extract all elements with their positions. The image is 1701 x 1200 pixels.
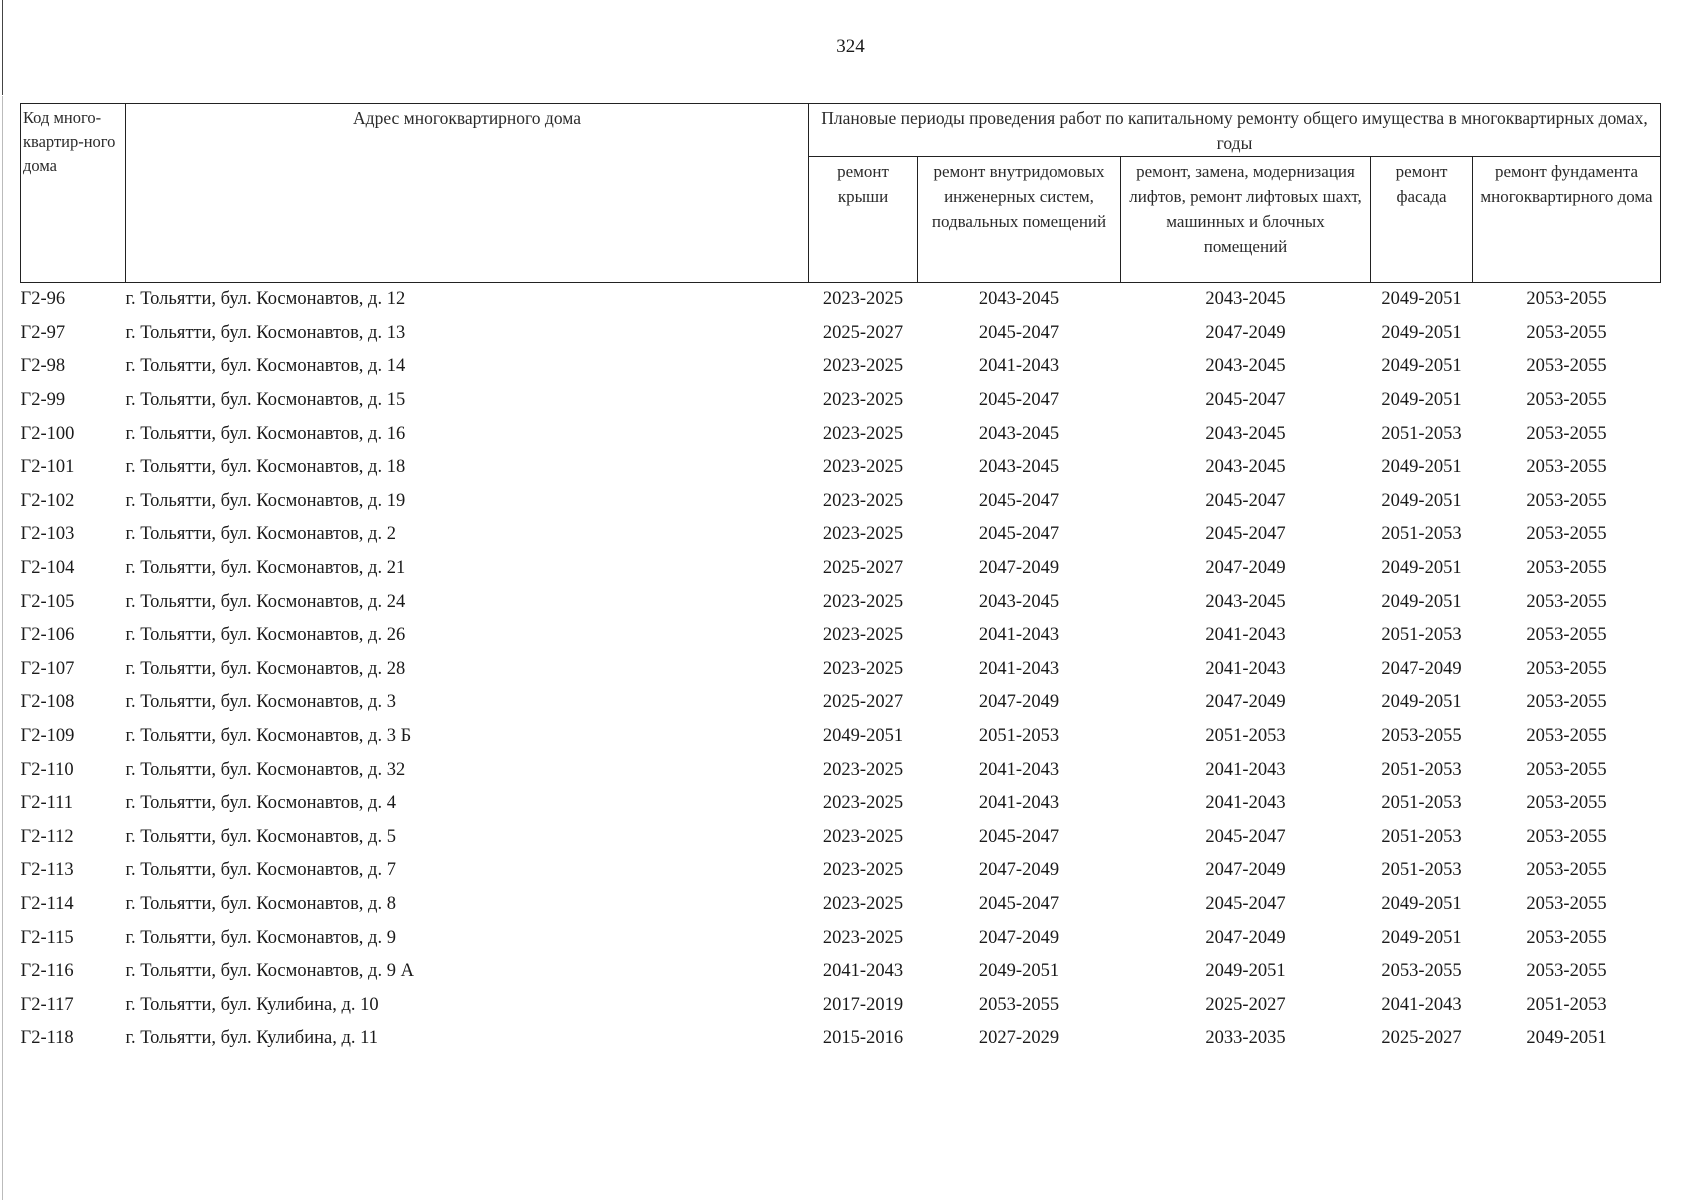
cell-elevators-period: 2045-2047 <box>1205 826 1286 847</box>
table-row <box>21 753 1661 787</box>
cell-address: г. Тольятти, бул. Космонавтов, д. 32 <box>125 759 406 780</box>
scan-edge-line <box>2 96 3 1200</box>
cell-facade-period: 2049-2051 <box>1381 390 1462 411</box>
cell-roof-period: 2023-2025 <box>822 927 904 948</box>
cell-roof-period: 2023-2025 <box>822 289 904 310</box>
cell-address: г. Тольятти, бул. Кулибина, д. 11 <box>125 1028 378 1049</box>
cell-elevators-period: 2045-2047 <box>1205 490 1286 511</box>
cell-elevators-period: 2051-2053 <box>1205 726 1286 747</box>
cell-engineering-period: 2049-2051 <box>978 961 1060 982</box>
cell-facade-period: 2049-2051 <box>1381 558 1462 579</box>
cell-address: г. Тольятти, бул. Космонавтов, д. 28 <box>125 658 406 679</box>
cell-roof-period: 2015-2016 <box>822 1028 904 1049</box>
cell-code: Г2-108 <box>20 692 75 713</box>
cell-foundation-period: 2053-2055 <box>1526 289 1607 310</box>
table-header <box>21 104 1661 283</box>
cell-elevators-period: 2043-2045 <box>1205 591 1286 612</box>
header-code: Код много-квартир-ного дома <box>21 104 126 283</box>
cell-engineering-period: 2047-2049 <box>978 927 1060 948</box>
cell-roof-period: 2025-2027 <box>822 558 904 579</box>
cell-elevators-period: 2049-2051 <box>1205 961 1286 982</box>
cell-address: г. Тольятти, бул. Космонавтов, д. 4 <box>125 793 396 814</box>
cell-address: г. Тольятти, бул. Кулибина, д. 10 <box>125 994 379 1015</box>
cell-facade-period: 2047-2049 <box>1381 658 1462 679</box>
header-roof: ремонт крыши <box>809 157 918 283</box>
cell-engineering-period: 2045-2047 <box>978 322 1060 343</box>
cell-foundation-period: 2053-2055 <box>1526 759 1607 780</box>
table-row <box>21 787 1661 821</box>
cell-foundation-period: 2053-2055 <box>1526 692 1607 713</box>
cell-foundation-period: 2053-2055 <box>1526 961 1607 982</box>
cell-code: Г2-96 <box>20 289 66 310</box>
cell-engineering-period: 2051-2053 <box>978 726 1060 747</box>
cell-foundation-period: 2053-2055 <box>1526 591 1607 612</box>
cell-engineering-period: 2027-2029 <box>978 1028 1060 1049</box>
cell-roof-period: 2025-2027 <box>822 692 904 713</box>
cell-elevators-period: 2041-2043 <box>1205 793 1286 814</box>
cell-address: г. Тольятти, бул. Космонавтов, д. 16 <box>125 423 406 444</box>
cell-engineering-period: 2045-2047 <box>978 826 1060 847</box>
cell-code: Г2-101 <box>20 457 75 478</box>
cell-facade-period: 2053-2055 <box>1381 961 1462 982</box>
cell-code: Г2-102 <box>20 490 75 511</box>
cell-code: Г2-113 <box>20 860 74 881</box>
table-row <box>21 283 1661 317</box>
cell-facade-period: 2049-2051 <box>1381 893 1462 914</box>
cell-code: Г2-105 <box>20 591 75 612</box>
table-row <box>21 518 1661 552</box>
cell-address: г. Тольятти, бул. Космонавтов, д. 19 <box>125 490 406 511</box>
cell-engineering-period: 2045-2047 <box>978 893 1060 914</box>
cell-address: г. Тольятти, бул. Космонавтов, д. 21 <box>125 558 406 579</box>
table-row <box>21 317 1661 351</box>
table-row <box>21 653 1661 687</box>
cell-foundation-period: 2049-2051 <box>1526 1028 1607 1049</box>
table-row <box>21 350 1661 384</box>
cell-code: Г2-107 <box>20 658 75 679</box>
header-foundation: ремонт фундамента многоквартирного дома <box>1473 157 1661 283</box>
cell-foundation-period: 2053-2055 <box>1526 390 1607 411</box>
cell-address: г. Тольятти, бул. Космонавтов, д. 9 А <box>125 961 414 982</box>
cell-engineering-period: 2047-2049 <box>978 860 1060 881</box>
cell-code: Г2-114 <box>20 893 74 914</box>
cell-address: г. Тольятти, бул. Космонавтов, д. 24 <box>125 591 406 612</box>
cell-roof-period: 2023-2025 <box>822 591 904 612</box>
cell-engineering-period: 2041-2043 <box>978 759 1060 780</box>
table-row <box>21 485 1661 519</box>
cell-code: Г2-116 <box>20 961 74 982</box>
cell-roof-period: 2023-2025 <box>822 490 904 511</box>
cell-address: г. Тольятти, бул. Космонавтов, д. 12 <box>125 289 406 310</box>
cell-roof-period: 2023-2025 <box>822 658 904 679</box>
cell-code: Г2-111 <box>20 793 73 814</box>
cell-code: Г2-109 <box>20 726 75 747</box>
cell-facade-period: 2051-2053 <box>1381 860 1462 881</box>
table-row <box>21 619 1661 653</box>
cell-roof-period: 2049-2051 <box>822 726 904 747</box>
header-address: Адрес многоквартирного дома <box>126 104 809 283</box>
cell-code: Г2-100 <box>20 423 75 444</box>
capital-repair-schedule-table <box>20 103 1661 1056</box>
cell-engineering-period: 2047-2049 <box>978 692 1060 713</box>
cell-roof-period: 2023-2025 <box>822 524 904 545</box>
cell-facade-period: 2049-2051 <box>1381 490 1462 511</box>
cell-foundation-period: 2051-2053 <box>1526 994 1607 1015</box>
cell-roof-period: 2023-2025 <box>822 457 904 478</box>
cell-foundation-period: 2053-2055 <box>1526 423 1607 444</box>
cell-roof-period: 2023-2025 <box>822 893 904 914</box>
cell-address: г. Тольятти, бул. Космонавтов, д. 7 <box>125 860 396 881</box>
table-row <box>21 585 1661 619</box>
cell-facade-period: 2051-2053 <box>1381 423 1462 444</box>
cell-address: г. Тольятти, бул. Космонавтов, д. 9 <box>125 927 396 948</box>
cell-code: Г2-99 <box>20 390 66 411</box>
table-row <box>21 854 1661 888</box>
header-facade: ремонт фасада <box>1371 157 1473 283</box>
cell-roof-period: 2023-2025 <box>822 625 904 646</box>
cell-code: Г2-115 <box>20 927 74 948</box>
table-row <box>21 720 1661 754</box>
table-body <box>21 283 1661 1056</box>
cell-engineering-period: 2045-2047 <box>978 390 1060 411</box>
cell-elevators-period: 2041-2043 <box>1205 658 1286 679</box>
cell-address: г. Тольятти, бул. Космонавтов, д. 3 Б <box>125 726 412 747</box>
cell-address: г. Тольятти, бул. Космонавтов, д. 26 <box>125 625 406 646</box>
table-row <box>21 821 1661 855</box>
cell-code: Г2-103 <box>20 524 75 545</box>
cell-roof-period: 2025-2027 <box>822 322 904 343</box>
cell-foundation-period: 2053-2055 <box>1526 793 1607 814</box>
cell-foundation-period: 2053-2055 <box>1526 322 1607 343</box>
cell-elevators-period: 2047-2049 <box>1205 322 1286 343</box>
cell-elevators-period: 2047-2049 <box>1205 692 1286 713</box>
cell-code: Г2-106 <box>20 625 75 646</box>
cell-engineering-period: 2043-2045 <box>978 591 1060 612</box>
cell-foundation-period: 2053-2055 <box>1526 558 1607 579</box>
cell-roof-period: 2017-2019 <box>822 994 904 1015</box>
cell-roof-period: 2041-2043 <box>822 961 904 982</box>
cell-code: Г2-117 <box>20 994 74 1015</box>
cell-address: г. Тольятти, бул. Космонавтов, д. 15 <box>125 390 406 411</box>
table-row <box>21 686 1661 720</box>
cell-engineering-period: 2043-2045 <box>978 423 1060 444</box>
cell-facade-period: 2049-2051 <box>1381 289 1462 310</box>
table-row <box>21 921 1661 955</box>
cell-elevators-period: 2047-2049 <box>1205 927 1286 948</box>
cell-elevators-period: 2025-2027 <box>1205 994 1286 1015</box>
cell-engineering-period: 2043-2045 <box>978 457 1060 478</box>
cell-elevators-period: 2033-2035 <box>1205 1028 1286 1049</box>
table-row <box>21 417 1661 451</box>
cell-roof-period: 2023-2025 <box>822 793 904 814</box>
cell-elevators-period: 2045-2047 <box>1205 390 1286 411</box>
cell-address: г. Тольятти, бул. Космонавтов, д. 8 <box>125 893 396 914</box>
cell-elevators-period: 2047-2049 <box>1205 558 1286 579</box>
cell-address: г. Тольятти, бул. Космонавтов, д. 18 <box>125 457 406 478</box>
cell-facade-period: 2049-2051 <box>1381 692 1462 713</box>
cell-foundation-period: 2053-2055 <box>1526 457 1607 478</box>
cell-foundation-period: 2053-2055 <box>1526 893 1607 914</box>
cell-foundation-period: 2053-2055 <box>1526 524 1607 545</box>
header-periods-group: Плановые периоды проведения работ по капитальному ремонту общего имущества в многоквартирных домах, годы <box>809 104 1661 157</box>
cell-facade-period: 2041-2043 <box>1381 994 1462 1015</box>
cell-facade-period: 2051-2053 <box>1381 793 1462 814</box>
cell-elevators-period: 2041-2043 <box>1205 625 1286 646</box>
cell-address: г. Тольятти, бул. Космонавтов, д. 14 <box>125 356 406 377</box>
cell-facade-period: 2051-2053 <box>1381 759 1462 780</box>
cell-foundation-period: 2053-2055 <box>1526 726 1607 747</box>
cell-foundation-period: 2053-2055 <box>1526 490 1607 511</box>
cell-engineering-period: 2043-2045 <box>978 289 1060 310</box>
cell-roof-period: 2023-2025 <box>822 860 904 881</box>
cell-foundation-period: 2053-2055 <box>1526 625 1607 646</box>
cell-engineering-period: 2047-2049 <box>978 558 1060 579</box>
cell-roof-period: 2023-2025 <box>822 390 904 411</box>
cell-code: Г2-112 <box>20 826 74 847</box>
cell-facade-period: 2049-2051 <box>1381 591 1462 612</box>
cell-code: Г2-98 <box>20 356 66 377</box>
cell-facade-period: 2049-2051 <box>1381 457 1462 478</box>
table-row <box>21 1022 1661 1056</box>
cell-engineering-period: 2041-2043 <box>978 356 1060 377</box>
cell-elevators-period: 2045-2047 <box>1205 524 1286 545</box>
cell-roof-period: 2023-2025 <box>822 356 904 377</box>
cell-code: Г2-97 <box>20 322 66 343</box>
cell-engineering-period: 2041-2043 <box>978 658 1060 679</box>
cell-elevators-period: 2043-2045 <box>1205 423 1286 444</box>
table-row <box>21 955 1661 989</box>
cell-foundation-period: 2053-2055 <box>1526 356 1607 377</box>
cell-roof-period: 2023-2025 <box>822 759 904 780</box>
cell-facade-period: 2049-2051 <box>1381 322 1462 343</box>
cell-elevators-period: 2043-2045 <box>1205 356 1286 377</box>
cell-facade-period: 2053-2055 <box>1381 726 1462 747</box>
header-engineering: ремонт внутридомовых инженерных систем, подвальных помещений <box>918 157 1121 283</box>
cell-facade-period: 2051-2053 <box>1381 625 1462 646</box>
cell-facade-period: 2049-2051 <box>1381 927 1462 948</box>
cell-facade-period: 2051-2053 <box>1381 826 1462 847</box>
cell-elevators-period: 2047-2049 <box>1205 860 1286 881</box>
cell-code: Г2-118 <box>20 1028 74 1049</box>
cell-engineering-period: 2053-2055 <box>978 994 1060 1015</box>
cell-address: г. Тольятти, бул. Космонавтов, д. 3 <box>125 692 396 713</box>
cell-address: г. Тольятти, бул. Космонавтов, д. 5 <box>125 826 396 847</box>
cell-foundation-period: 2053-2055 <box>1526 658 1607 679</box>
cell-code: Г2-104 <box>20 558 75 579</box>
cell-elevators-period: 2043-2045 <box>1205 457 1286 478</box>
cell-code: Г2-110 <box>20 759 74 780</box>
cell-facade-period: 2025-2027 <box>1381 1028 1462 1049</box>
cell-foundation-period: 2053-2055 <box>1526 860 1607 881</box>
page-number: 324 <box>836 36 865 57</box>
cell-foundation-period: 2053-2055 <box>1526 927 1607 948</box>
cell-address: г. Тольятти, бул. Космонавтов, д. 13 <box>125 322 406 343</box>
cell-address: г. Тольятти, бул. Космонавтов, д. 2 <box>125 524 396 545</box>
cell-foundation-period: 2053-2055 <box>1526 826 1607 847</box>
table-row <box>21 384 1661 418</box>
cell-roof-period: 2023-2025 <box>822 826 904 847</box>
table-row <box>21 988 1661 1022</box>
cell-facade-period: 2049-2051 <box>1381 356 1462 377</box>
cell-engineering-period: 2045-2047 <box>978 524 1060 545</box>
table-row <box>21 888 1661 922</box>
table-row <box>21 552 1661 586</box>
table-row <box>21 451 1661 485</box>
header-elevators: ремонт, замена, модернизация лифтов, ремонт лифтовых шахт, машинных и блочных помещений <box>1121 157 1371 283</box>
cell-engineering-period: 2041-2043 <box>978 793 1060 814</box>
cell-elevators-period: 2041-2043 <box>1205 759 1286 780</box>
cell-engineering-period: 2041-2043 <box>978 625 1060 646</box>
cell-facade-period: 2051-2053 <box>1381 524 1462 545</box>
cell-engineering-period: 2045-2047 <box>978 490 1060 511</box>
cell-roof-period: 2023-2025 <box>822 423 904 444</box>
cell-elevators-period: 2043-2045 <box>1205 289 1286 310</box>
cell-elevators-period: 2045-2047 <box>1205 893 1286 914</box>
